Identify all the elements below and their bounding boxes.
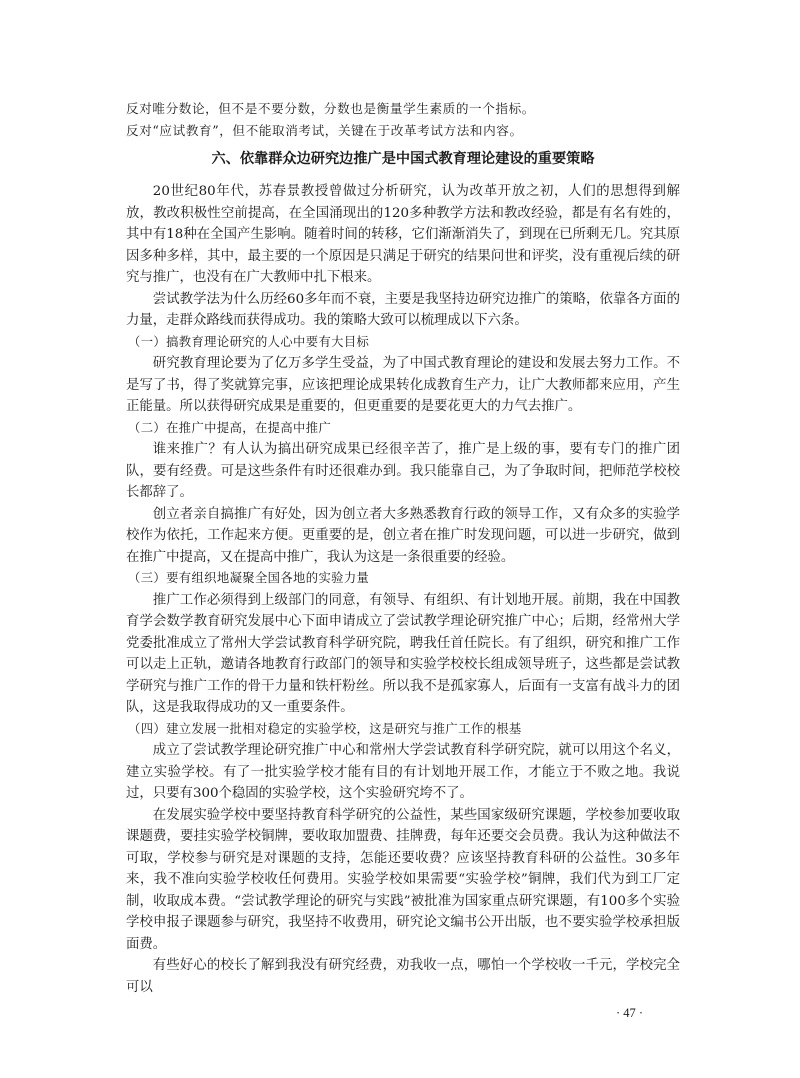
paragraph: 推广工作必须得到上级部门的同意，有领导、有组织、有计划地开展。前期，我在中国教育学会数学教育研究发展中心下面申请成立了尝试教学理论研究推广中心；后期，经常州大学党委批准成立了常州大学尝试教育科学研究院，聘我任首任院长。有了组织，研究和推广工作可以走上正轨，邀请各地教育行政部门的领导和实验学校校长组成领导班子，这些都是尝试教学研究与推广工作的骨干力量和铁杆粉丝。所以我不是孤家寡人，后面有一支富有战斗力的团队，这是我取得成功的又一重要条件。 [126,592,680,715]
subsection-heading: （二）在推广中提高，在提高中推广 [128,420,332,435]
paragraph: 尝试教学法为什么历经60多年而不衰，主要是我坚持边研究边推广的策略，依靠各方面的力量，走群众路线而获得成功。我的策略大致可以梳理成以下六条。 [126,291,680,328]
page-number: · 47 · [616,1006,644,1020]
paragraph: 谁来推广？有人认为搞出研究成果已经很辛苦了，推广是上级的事，要有专门的推广团队，要有经费。可是这些条件有时还很难办到。我只能靠自己，为了争取时间，把师范学校校长都辞了。 [126,442,680,500]
quote-line: 反对唯分数论，但不是不要分数，分数也是衡量学生素质的一个指标。 [126,101,536,116]
subsection-heading: （一）搞教育理论研究的人心中要有大目标 [128,334,370,349]
subsection-heading: （四）建立发展一批相对稳定的实验学校，这是研究与推广工作的根基 [128,721,522,736]
paragraph: 创立者亲自搞推广有好处，因为创立者大多熟悉教育行政的领导工作，又有众多的实验学校作为依托，工作起来方便。更重要的是，创立者在推广时发现问题，可以进一步研究，做到在推广中提高，又在提高中推广，我认为这是一条很重要的经验。 [126,506,680,565]
page-body [126,98,680,998]
paragraph: 20世纪80年代，苏春景教授曾做过分析研究，认为改革开放之初，人们的思想得到解放，教改积极性空前提高，在全国涌现出的120多种教学方法和教改经验，都是有名有姓的，其中有18种在全国产生影响。随着时间的转移，它们渐渐消失了，到现在已所剩无几。究其原因多种多样，其中，最主要的一个原因是只满足于研究的结果问世和评奖，没有重视后续的研究与推广，也没有在广大教师中扎下根来。 [126,184,680,285]
paragraph: 在发展实验学校中要坚持教育科学研究的公益性，某些国家级研究课题，学校参加要收取课题费，要挂实验学校铜牌，要收取加盟费、挂牌费，每年还要交会员费。我认为这种做法不可取，学校参与研究是对课题的支持，怎能还要收费？应该坚持教育科研的公益性。30多年来，我不准向实验学校收任何费用。实验学校如果需要“实验学校”铜牌，我们代为到工厂定制，收取成本费。“尝试教学理论的研究与实践”被批准为国家重点研究课题，有100多个实验学校申报子课题参与研究，我坚持不收费用，研究论文编书公开出版，也不要实验学校承担版面费。 [126,807,680,952]
paragraph: 有些好心的校长了解到我没有研究经费，劝我收一点，哪怕一个学校收一千元，学校完全可以 [126,958,680,995]
paragraph: 成立了尝试教学理论研究推广中心和常州大学尝试教育科学研究院，就可以用这个名义，建立实验学校。有了一批实验学校才能有目的有计划地开展工作，才能立于不败之地。我说过，只要有300个稳固的实验学校，这个实验研究垮不了。 [126,743,680,801]
paragraph: 研究教育理论要为了亿万多学生受益，为了中国式教育理论的建设和发展去努力工作。不是写了书，得了奖就算完事，应该把理论成果转化成教育生产力，让广大教师都来应用，产生正能量。所以获得研究成果是重要的，但更重要的是要花更大的力气去推广。 [126,356,680,414]
subsection-heading: （三）要有组织地凝聚全国各地的实验力量 [128,571,370,585]
section-title: 六、依靠群众边研究边推广是中国式教育理论建设的重要策略 [211,151,595,167]
quote-line: 反对“应试教育”，但不能取消考试，关键在于改革考试方法和内容。 [126,122,523,138]
